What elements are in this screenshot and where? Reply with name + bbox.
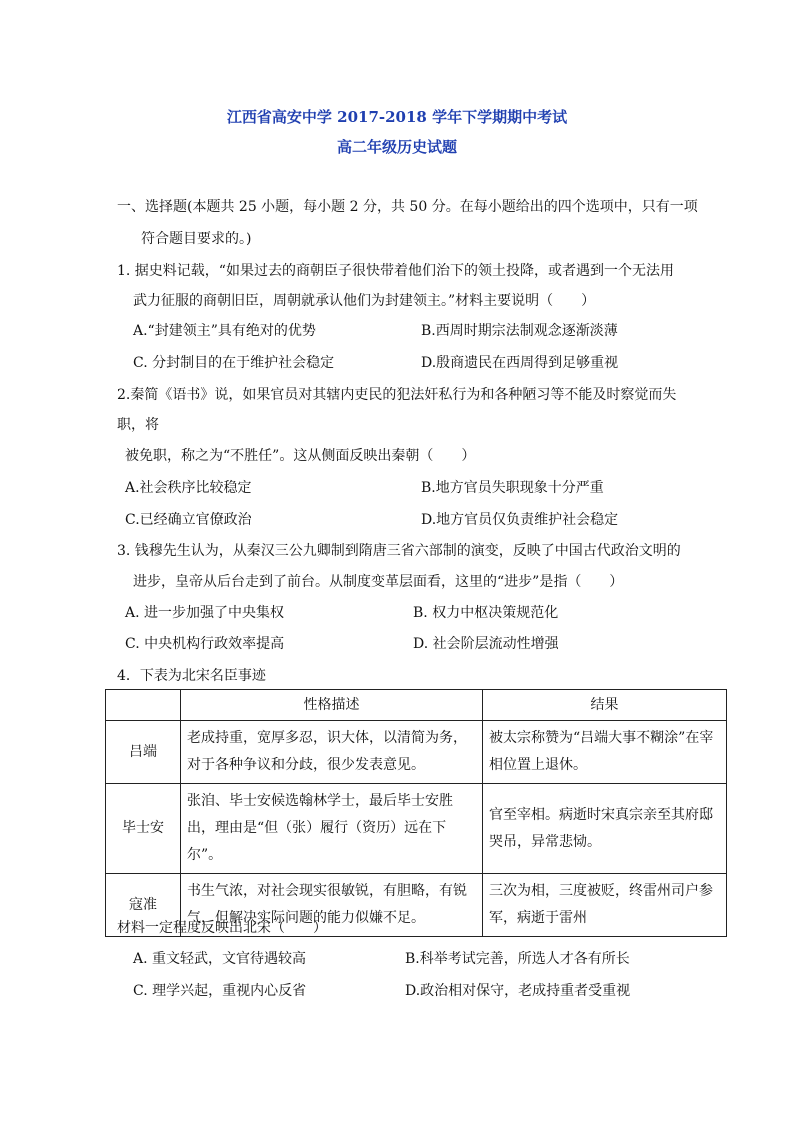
table-cell-description: 老成持重，宽厚多忍，识大体，以清简为务，对于各种争议和分歧，很少发表意见。: [181, 721, 483, 784]
q4-option-a: A. 重文轻武，文官待遇较高: [133, 951, 307, 967]
ministers-table: [105, 689, 727, 937]
q1-option-a: A.“封建领主”具有绝对的优势: [133, 323, 316, 339]
q3-option-a: A. 进一步加强了中央集权: [125, 605, 285, 621]
table-row: [106, 721, 727, 784]
q2-option-a: A.社会秩序比较稳定: [125, 480, 252, 496]
q3-stem-line1: 3. 钱穆先生认为，从秦汉三公九卿制到隋唐三省六部制的演变，反映了中国古代政治文明的: [117, 543, 681, 559]
q2-stem-line1: 2.秦简《语书》说，如果官员对其辖内吏民的犯法奸私行为和各种陋习等不能及时察觉而失: [117, 387, 677, 403]
q3-option-c: C. 中央机构行政效率提高: [125, 636, 285, 652]
q3-option-b: B. 权力中枢决策规范化: [413, 605, 559, 621]
table-cell-result: 三次为相，三度被贬，终雷州司户参军，病逝于雷州: [483, 874, 727, 937]
table-cell-name: 寇准: [106, 874, 181, 937]
table-cell-description: 书生气浓，对社会现实很敏锐，有胆略，有锐气，但解决实际问题的能力似嫌不足。: [181, 874, 483, 937]
table-cell-name: 毕士安: [106, 784, 181, 874]
q3-stem-line2: 进步，皇帝从后台走到了前台。从制度变革层面看，这里的“进步”是指（ ）: [133, 574, 624, 590]
table-header-result: 结果: [483, 690, 727, 721]
q3-option-d: D. 社会阶层流动性增强: [413, 636, 559, 652]
section-instructions-line1: 一、选择题(本题共 25 小题，每小题 2 分，共 50 分。在每小题给出的四个选项中，只有一项: [117, 199, 698, 215]
q2-stem-line3: 被免职，称之为“不胜任”。这从侧面反映出秦朝（ ）: [125, 448, 476, 464]
table-cell-result: 官至宰相。病逝时宋真宗亲至其府邸哭吊，异常悲恸。: [483, 784, 727, 874]
q4-option-b: B.科举考试完善，所选人才各有所长: [405, 951, 630, 967]
table-cell-description: 张洎、毕士安候选翰林学士，最后毕士安胜出，理由是“但（张）履行（资历）远在下尔”。: [181, 784, 483, 874]
table-cell-result: 被太宗称赞为“吕端大事不糊涂”在宰相位置上退休。: [483, 721, 727, 784]
table-header-description: 性格描述: [181, 690, 483, 721]
exam-title: 江西省高安中学 2017-2018 学年下学期期中考试: [226, 108, 568, 126]
q4-stem-line2: 材料一定程度反映出北宋（ ）: [117, 920, 327, 936]
table-cell-name: 吕端: [106, 721, 181, 784]
q2-stem-line2: 职，将: [117, 417, 159, 433]
table-row: [106, 784, 727, 874]
exam-subtitle: 高二年级历史试题: [336, 138, 457, 156]
section-instructions-line2: 符合题目要求的。): [141, 231, 252, 247]
q1-option-c: C. 分封制目的在于维护社会稳定: [133, 355, 335, 371]
q4-option-c: C. 理学兴起，重视内心反省: [133, 983, 307, 999]
q1-stem-line1: 1. 据史料记载，“如果过去的商朝臣子很快带着他们治下的领土投降，或者遇到一个无法用: [117, 263, 674, 279]
q1-option-b: B.西周时期宗法制观念逐渐淡薄: [421, 323, 618, 339]
table-header-blank: [106, 690, 181, 721]
q4-option-d: D.政治相对保守，老成持重者受重视: [405, 983, 631, 999]
q1-option-d: D.殷商遗民在西周得到足够重视: [421, 355, 619, 371]
q1-stem-line2: 武力征服的商朝旧臣，周朝就承认他们为封建领主。”材料主要说明（ ）: [133, 293, 596, 309]
q2-option-c: C.已经确立官僚政治: [125, 512, 252, 528]
q2-option-d: D.地方官员仅负责维护社会稳定: [421, 512, 619, 528]
table-header-row: [106, 690, 727, 721]
q2-option-b: B.地方官员失职现象十分严重: [421, 480, 604, 496]
q4-stem-line1: 4．下表为北宋名臣事迹: [117, 668, 266, 684]
